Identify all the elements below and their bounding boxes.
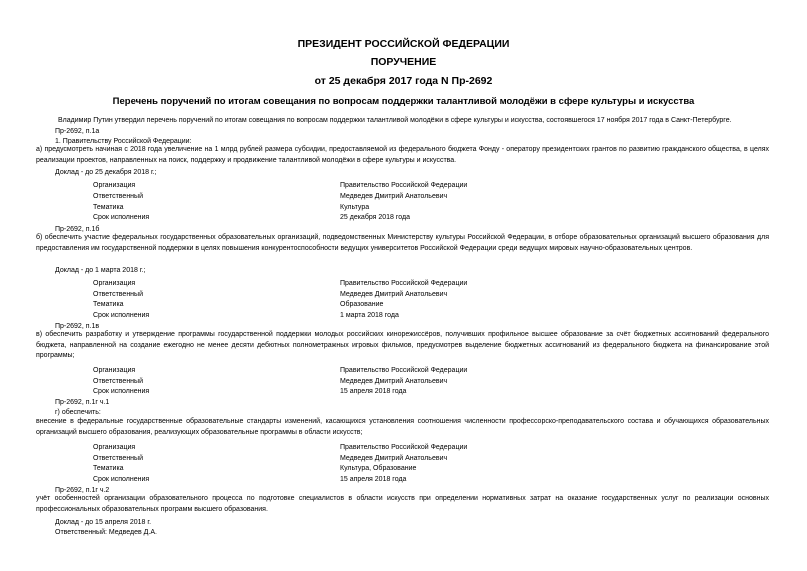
detail-label: Ответственный — [93, 455, 143, 462]
item-lead: г) обеспечить: — [55, 409, 101, 416]
detail-label: Ответственный — [93, 291, 143, 298]
detail-label: Срок исполнения — [93, 388, 150, 395]
detail-label: Тематика — [93, 301, 124, 308]
item-code: Пр-2692, п.1б — [55, 226, 100, 233]
item-text: в) обеспечить разработку и утверждение программы государственной поддержки молодых российских кинорежиссёров, получивших профильное высшее образование за счёт бюджетных ассигнований федерального бюджета, направленной на создание ежегодно не менее десяти дебютных полнометражных игровых фильмов, предусмотрев выделение бюджетных ассигнований из федерального бюджета на финансирование этой программы; — [36, 331, 769, 359]
detail-value: 1 марта 2018 года — [340, 312, 399, 319]
date-number-heading: от 25 декабря 2017 года N Пр-2692 — [314, 75, 493, 87]
detail-value: Правительство Российской Федерации — [340, 280, 468, 287]
intro-paragraph: Владимир Путин утвердил перечень поручений по итогам совещания по вопросам поддержки талантливой молодёжи в сфере культуры и искусства, состоявшегося 17 ноября 2017 года в Санкт-Петербурге. — [58, 117, 732, 124]
detail-label: Тематика — [93, 465, 124, 472]
detail-label: Тематика — [93, 204, 124, 211]
item-text: б) обеспечить участие федеральных государственных образовательных организаций, подведомственных Министерству культуры Российской Федерации, в отборе образовательных организаций высшего образования для предоставления им государственной поддержки в целях повышения конкурентоспособности ведущих университетов Российской Федерации среди ведущих мировых научно-образовательных центров. — [36, 234, 769, 252]
detail-label: Срок исполнения — [93, 214, 150, 221]
detail-label: Организация — [93, 367, 136, 374]
detail-value: Образование — [340, 301, 384, 308]
item-code: Пр-2692, п.1в — [55, 323, 100, 330]
section-heading: 1. Правительству Российской Федерации: — [55, 138, 192, 145]
detail-label: Срок исполнения — [93, 476, 150, 483]
document-type-heading: ПОРУЧЕНИЕ — [370, 56, 437, 68]
issuer-heading: ПРЕЗИДЕНТ РОССИЙСКОЙ ФЕДЕРАЦИИ — [297, 38, 510, 50]
item-code: Пр-2692, п.1г ч.2 — [55, 487, 110, 494]
responsible-person: Ответственный: Медведев Д.А. — [55, 529, 157, 536]
detail-value: 15 апреля 2018 года — [340, 388, 407, 395]
detail-label: Организация — [93, 182, 136, 189]
detail-label: Организация — [93, 280, 136, 287]
report-deadline: Доклад - до 1 марта 2018 г.; — [55, 267, 146, 274]
detail-label: Организация — [93, 444, 136, 451]
detail-value: Правительство Российской Федерации — [340, 182, 468, 189]
item-text: внесение в федеральные государственные образовательные стандарты изменений, касающихся установления соотношения численности профессорско-преподавательского состава и обучающихся образовательных организаций высшего образования, реализующих образовательные программы в области искусств; — [36, 418, 769, 436]
detail-label: Ответственный — [93, 193, 143, 200]
item-code: Пр-2692, п.1а — [55, 128, 100, 135]
document-title: Перечень поручений по итогам совещания по вопросам поддержки талантливой молодёжи в сфере культуры и искусства — [112, 96, 695, 107]
item-text: а) предусмотреть начиная с 2018 года увеличение на 1 млрд рублей размера субсидии, предоставляемой из федерального бюджета Фонду - оператору президентских грантов по развитию гражданского общества, в целях реализации проектов, направленных на поиск, поддержку и продвижение талантливой молодёжи в сфере культуры и искусства. — [36, 146, 769, 164]
detail-value: 25 декабря 2018 года — [340, 214, 411, 221]
detail-value: Правительство Российской Федерации — [340, 444, 468, 451]
detail-value: Медведев Дмитрий Анатольевич — [340, 193, 448, 200]
detail-value: Медведев Дмитрий Анатольевич — [340, 378, 448, 385]
detail-value: 15 апреля 2018 года — [340, 476, 407, 483]
detail-value: Медведев Дмитрий Анатольевич — [340, 455, 448, 462]
detail-value: Культура — [340, 204, 370, 211]
detail-value: Культура, Образование — [340, 465, 417, 472]
detail-label: Срок исполнения — [93, 312, 150, 319]
report-deadline: Доклад - до 25 декабря 2018 г.; — [55, 169, 157, 176]
detail-value: Правительство Российской Федерации — [340, 367, 468, 374]
report-deadline: Доклад - до 15 апреля 2018 г. — [55, 519, 152, 526]
item-code: Пр-2692, п.1г ч.1 — [55, 399, 110, 406]
detail-label: Ответственный — [93, 378, 143, 385]
item-text: учёт особенностей организации образовательного процесса по подготовке специалистов в области искусств при определении нормативных затрат на оказание государственных услуг по реализации основных профессиональных образовательных программ высшего образования. — [36, 495, 769, 513]
detail-value: Медведев Дмитрий Анатольевич — [340, 291, 448, 298]
